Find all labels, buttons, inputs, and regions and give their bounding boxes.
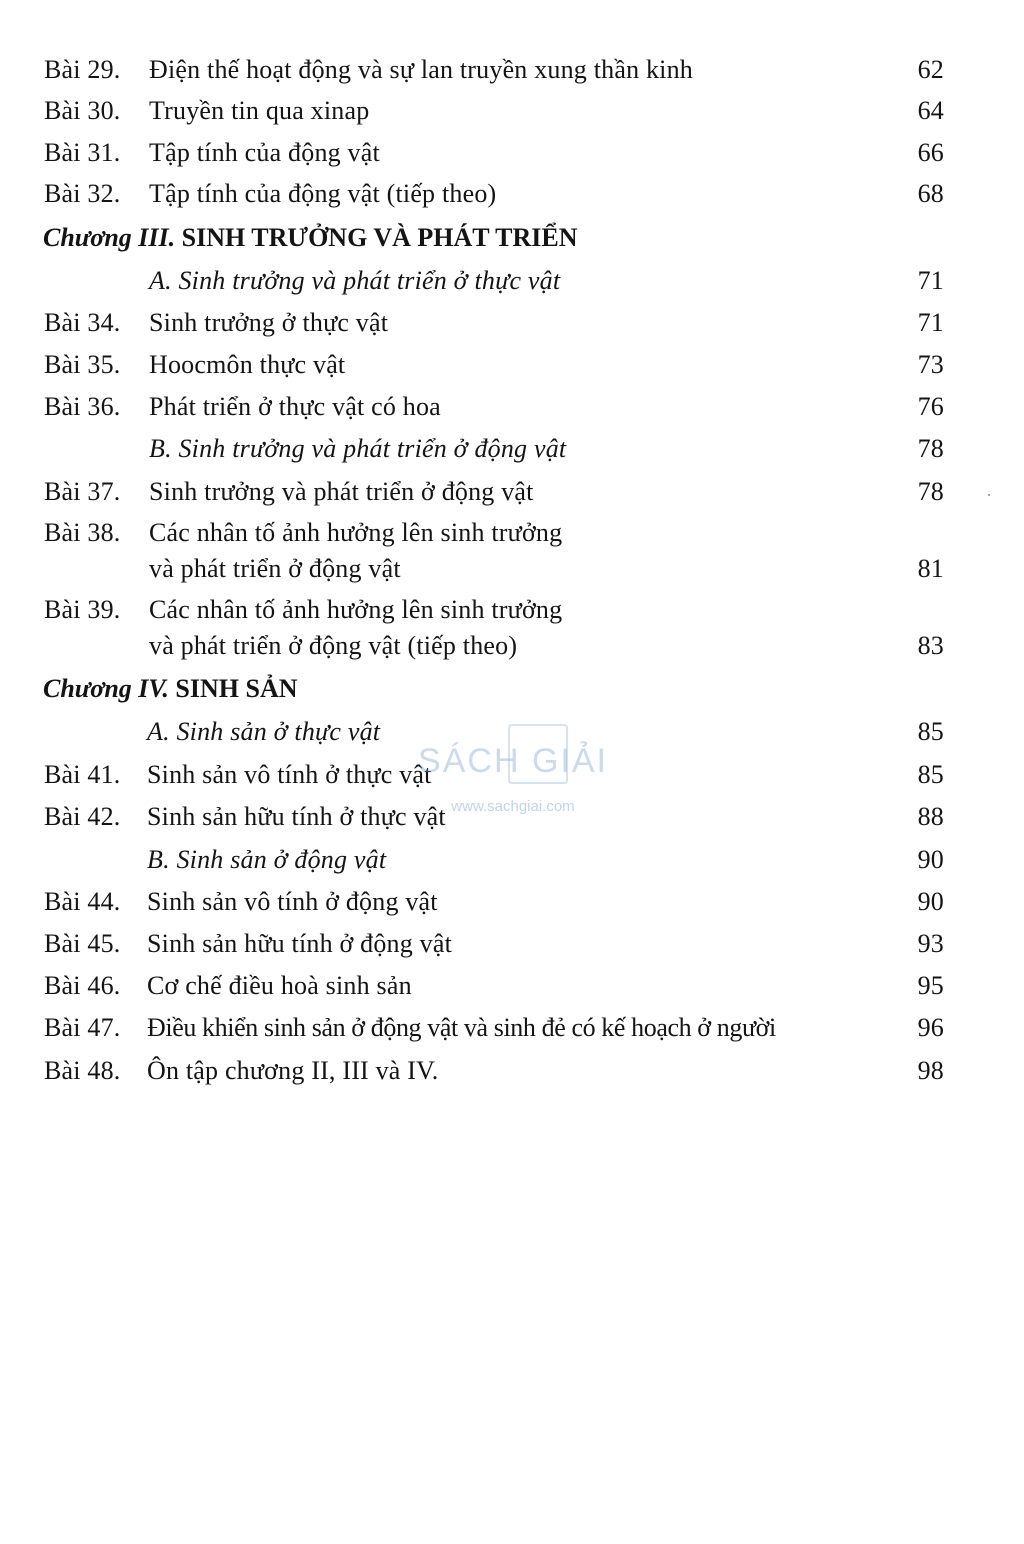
lesson-number: Bài 32. bbox=[44, 179, 121, 208]
section-title: A. Sinh sản ở thực vật bbox=[147, 717, 381, 746]
lesson-title: Điều khiển sinh sản ở động vật và sinh đẻ có kế hoạch ở người bbox=[147, 1013, 776, 1042]
page-number: 64 bbox=[917, 96, 944, 125]
watermark-url: www.sachgiai.com bbox=[451, 798, 575, 815]
lesson-title: Sinh sản vô tính ở động vật bbox=[147, 887, 438, 916]
lesson-number: Bài 37. bbox=[44, 477, 121, 506]
lesson-number: Bài 48. bbox=[44, 1056, 121, 1085]
page-number: 90 bbox=[917, 887, 944, 916]
lesson-title: Sinh sản hữu tính ở động vật bbox=[147, 929, 452, 958]
lesson-title: Sinh sản vô tính ở thực vật bbox=[147, 760, 432, 789]
lesson-title: Sinh sản hữu tính ở thực vật bbox=[147, 802, 446, 831]
lesson-number: Bài 35. bbox=[44, 350, 121, 379]
page-number: 78 bbox=[917, 477, 944, 506]
lesson-number: Bài 34. bbox=[44, 308, 121, 337]
page-number: 93 bbox=[917, 929, 944, 958]
lesson-title: Sinh trưởng ở thực vật bbox=[149, 308, 389, 337]
lesson-number: Bài 47. bbox=[44, 1013, 121, 1042]
lesson-title: Tập tính của động vật (tiếp theo) bbox=[149, 179, 497, 208]
chapter-label: Chương IV. bbox=[43, 674, 169, 703]
page-number: 62 bbox=[917, 55, 944, 84]
section-title: B. Sinh trưởng và phát triển ở động vật bbox=[149, 434, 567, 463]
page-number: 81 bbox=[917, 554, 944, 583]
chapter-label: Chương III. bbox=[43, 223, 176, 252]
chapter-heading bbox=[43, 220, 578, 256]
lesson-number: Bài 31. bbox=[44, 138, 121, 167]
lesson-title: Điện thế hoạt động và sự lan truyền xung thần kinh bbox=[149, 55, 693, 84]
lesson-number: Bài 39. bbox=[44, 595, 121, 624]
page-number: 98 bbox=[917, 1056, 944, 1085]
lesson-title: Các nhân tố ảnh hưởng lên sinh trưởng bbox=[149, 518, 563, 547]
watermark-box-shape bbox=[508, 724, 568, 784]
page-number: 73 bbox=[917, 350, 944, 379]
chapter-title: SINH SẢN bbox=[168, 674, 298, 703]
lesson-title-continuation: và phát triển ở động vật (tiếp theo) bbox=[149, 631, 518, 660]
lesson-number: Bài 42. bbox=[44, 802, 121, 831]
lesson-title: Truyền tin qua xinap bbox=[149, 96, 370, 125]
page-number: 90 bbox=[917, 845, 944, 874]
lesson-title: Phát triển ở thực vật có hoa bbox=[149, 392, 441, 421]
page-number: 96 bbox=[917, 1013, 944, 1042]
lesson-title: Ôn tập chương II, III và IV. bbox=[147, 1056, 439, 1085]
page-number: 71 bbox=[917, 308, 944, 337]
page-number: 78 bbox=[917, 434, 944, 463]
scan-speck bbox=[988, 494, 990, 496]
lesson-number: Bài 45. bbox=[44, 929, 121, 958]
page-number: 76 bbox=[917, 392, 944, 421]
page-number: 66 bbox=[917, 138, 944, 167]
chapter-heading bbox=[43, 671, 298, 707]
lesson-number: Bài 44. bbox=[44, 887, 121, 916]
chapter-title: SINH TRƯỞNG VÀ PHÁT TRIỂN bbox=[175, 223, 578, 252]
lesson-title: Cơ chế điều hoà sinh sản bbox=[147, 971, 412, 1000]
page-number: 83 bbox=[917, 631, 944, 660]
page-number: 85 bbox=[917, 717, 944, 746]
page-number: 85 bbox=[917, 760, 944, 789]
page-number: 71 bbox=[917, 266, 944, 295]
lesson-number: Bài 30. bbox=[44, 96, 121, 125]
lesson-number: Bài 41. bbox=[44, 760, 121, 789]
page-number: 68 bbox=[917, 179, 944, 208]
lesson-title: Sinh trưởng và phát triển ở động vật bbox=[149, 477, 534, 506]
watermark-text: SÁCH GIẢI bbox=[418, 742, 608, 780]
lesson-title-continuation: và phát triển ở động vật bbox=[149, 554, 401, 583]
section-title: B. Sinh sản ở động vật bbox=[147, 845, 387, 874]
lesson-title: Hoocmôn thực vật bbox=[149, 350, 346, 379]
lesson-title: Tập tính của động vật bbox=[149, 138, 380, 167]
lesson-number: Bài 29. bbox=[44, 55, 121, 84]
lesson-title: Các nhân tố ảnh hưởng lên sinh trưởng bbox=[149, 595, 563, 624]
page-number: 88 bbox=[917, 802, 944, 831]
section-title: A. Sinh trưởng và phát triển ở thực vật bbox=[149, 266, 561, 295]
lesson-number: Bài 46. bbox=[44, 971, 121, 1000]
page-number: 95 bbox=[917, 971, 944, 1000]
lesson-number: Bài 38. bbox=[44, 518, 121, 547]
lesson-number: Bài 36. bbox=[44, 392, 121, 421]
